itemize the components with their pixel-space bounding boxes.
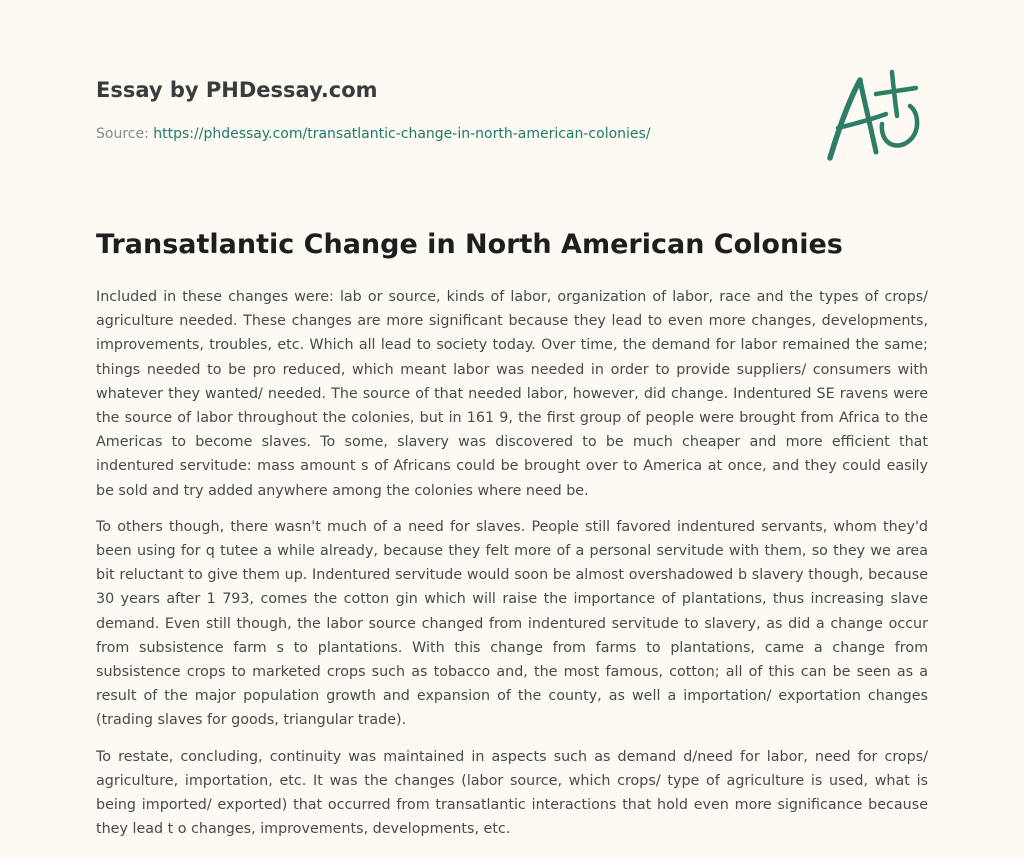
site-brand: Essay by PHDessay.com <box>96 78 378 102</box>
essay-paragraph: Included in these changes were: lab or source, kinds of labor, organization of labor, race and the types of crops/ agriculture needed. These changes are more significant because they lead to even more changes, developments, improvements, troubles, etc. Which all lead to society today. Over time, the demand for labor remained the same; things needed to be pro reduced, which meant labor was needed in order to provide suppliers/ consumers with whatever they wanted/ needed. The source of that needed labor, however, did change. Indentured SE ravens were the source of labor throughout the colonies, but in 161 9, the first group of people were brought from Africa to the Americas to become slaves. To some, slavery was discovered to be much cheaper and more efficient that indentured servitude: mass amount s of Africans could be brought over to America at once, and they could easily be sold and try added anywhere among the colonies where need be. <box>96 289 928 499</box>
essay-title: Transatlantic Change in North American Colonies <box>96 229 843 260</box>
source-link[interactable]: https://phdessay.com/transatlantic-change-in-north-american-colonies/ <box>153 126 651 142</box>
source-label: Source: <box>96 126 149 142</box>
essay-header <box>96 76 796 143</box>
a-plus-logo-icon <box>820 66 930 166</box>
essay-body <box>96 285 928 853</box>
essay-paragraph: To others though, there wasn't much of a need for slaves. People still favored indentured servants, whom they'd been using for q tutee a while already, because they felt more of a personal servitude with them, so they we area bit reluctant to give them up. Indentured servitude would soon be almost overshadowed b slavery though, because 30 years after 1 793, comes the cotton gin which will raise the importance of plantations, thus increasing slave demand. Even still though, the labor source changed from indentured servitude to slavery, as did a change occur from subsistence farm s to plantations. With this change from farms to plantations, came a change from subsistence crops to marketed crops such as tobacco and, the most famous, cotton; all of this can be seen as a result of the major population growth and expansion of the county, as well a importation/ exportation changes (trading slaves for goods, triangular trade). <box>96 518 928 729</box>
source-line <box>96 125 796 143</box>
essay-paragraph: To restate, concluding, continuity was maintained in aspects such as demand d/need for labor, need for crops/ agriculture, importation, etc. It was the changes (labor source, which crops/ type of agriculture is used, what is being imported/ exported) that occurred from transatlantic interactions that hold even more significance because they lead t o changes, improvements, developments, etc. <box>96 748 928 838</box>
